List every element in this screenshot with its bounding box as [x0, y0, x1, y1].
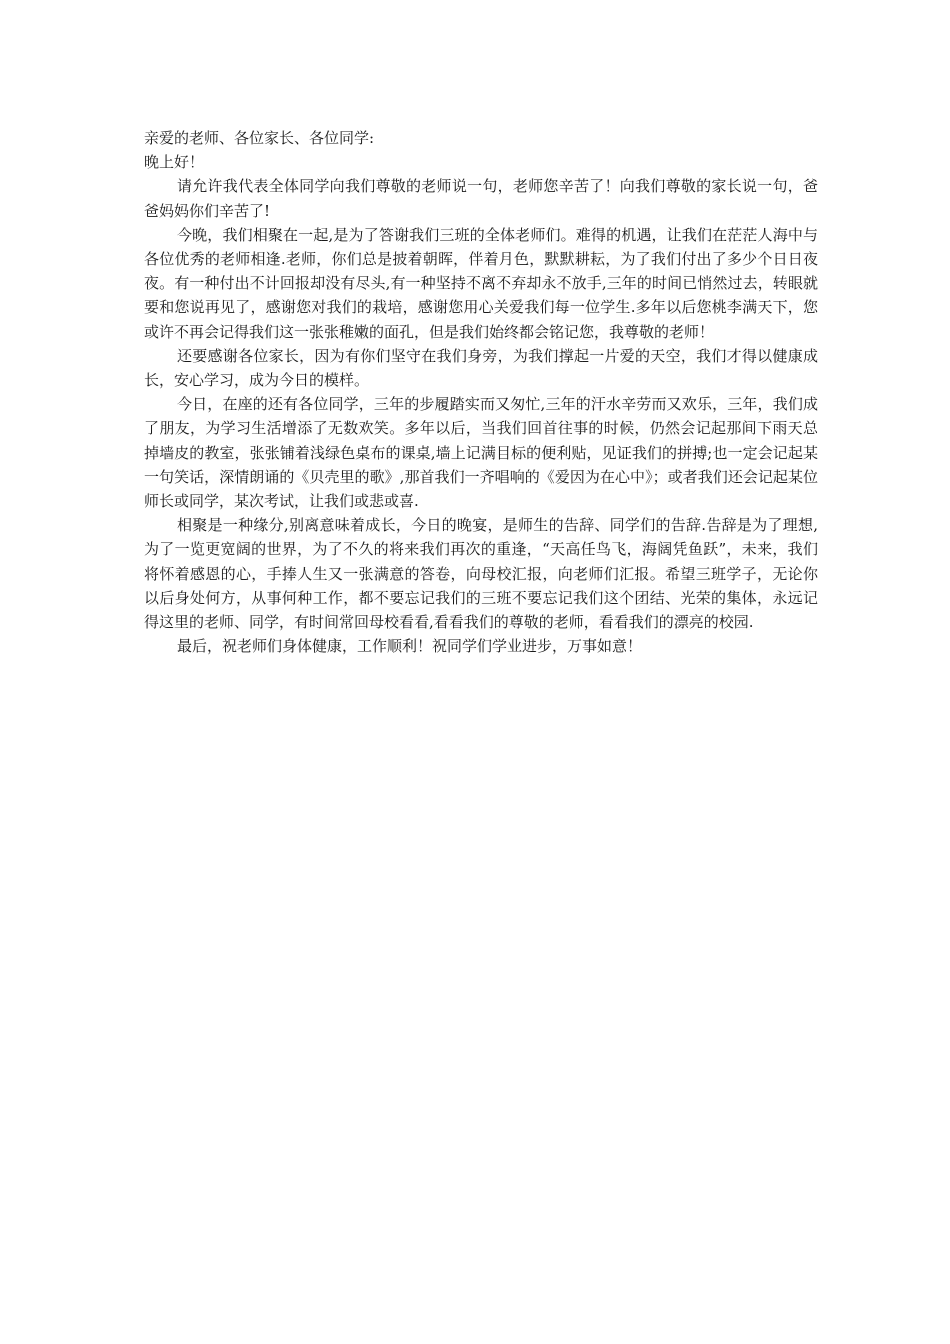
salutation: 亲爱的老师、各位家长、各位同学: — [144, 129, 375, 147]
greeting: 晚上好！ — [144, 153, 205, 172]
document-body — [144, 126, 818, 658]
paragraph-classmates: 今日，在座的还有各位同学，三年的步履踏实而又匆忙,三年的汗水辛劳而又欢乐，三年，我们成了朋友，为学习生活增添了无数欢笑。多年以后，当我们回首往事的时候，仍然会记起那间下雨天总掉墙皮的教室，张张铺着浅绿色桌布的课桌,墙上记满目标的便利贴，见证我们的拼搏;也一定会记起某一句笑话，深情朗诵的《贝壳里的歌》,那首我们一齐唱响的《爱因为在心中》；或者我们还会记起某位师长或同学，某次考试，让我们或悲或喜. — [144, 395, 818, 511]
paragraph-farewell: 相聚是一种缘分,别离意味着成长，今日的晚宴，是师生的告辞、同学们的告辞.告辞是为了理想,为了一览更宽阔的世界，为了不久的将来我们再次的重逢，“天高任鸟飞，海阔凭鱼跃”，未来，我们将怀着感恩的心，手捧人生又一张满意的答卷，向母校汇报，向老师们汇报。希望三班学子，无论你以后身处何方，从事何种工作，都不要忘记我们的三班不要忘记我们这个团结、光荣的集体，永远记得这里的老师、同学，有时间常回母校看看,看看我们的尊敬的老师，看看我们的漂亮的校园. — [144, 516, 818, 632]
paragraph-thanks-parents: 还要感谢各位家长，因为有你们坚守在我们身旁，为我们撑起一片爱的天空，我们才得以健康成长，安心学习，成为今日的模样。 — [144, 346, 818, 390]
paragraph-thanks-teachers: 今晚，我们相聚在一起,是为了答谢我们三班的全体老师们。难得的机遇，让我们在茫茫人海中与各位优秀的老师相逢.老师，你们总是披着朝晖，伴着月色，默默耕耘，为了我们付出了多少个日日夜夜。有一种付出不计回报却没有尽头,有一种坚持不离不弃却永不放手,三年的时间已悄然过去，转眼就要和您说再见了，感谢您对我们的栽培，感谢您用心关爱我们每一位学生.多年以后您桃李满天下，您或许不再会记得我们这一张张稚嫩的面孔，但是我们始终都会铭记您，我尊敬的老师！ — [144, 225, 818, 341]
paragraph-thanks-request: 请允许我代表全体同学向我们尊敬的老师说一句，老师您辛苦了！向我们尊敬的家长说一句，爸爸妈妈你们辛苦了! — [144, 177, 818, 220]
paragraph-closing-wishes: 最后，祝老师们身体健康，工作顺利！祝同学们学业进步，万事如意！ — [177, 637, 643, 656]
